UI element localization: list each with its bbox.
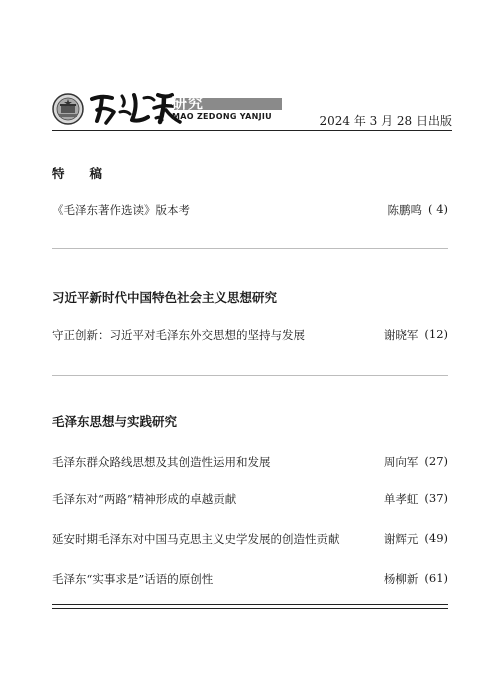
logo-yanjiu-text: 研究	[172, 94, 205, 112]
entry-title: 《毛泽东著作选读》版本考	[52, 203, 190, 217]
section-title-xi-thought: 习近平新时代中国特色社会主义思想研究	[52, 290, 278, 305]
entry-author: 周向军	[383, 455, 419, 469]
entry-page: (12)	[424, 327, 448, 341]
entry-title: 守正创新：习近平对毛泽东外交思想的坚持与发展	[52, 328, 305, 342]
section-divider	[52, 375, 448, 376]
toc-entry[interactable]	[52, 202, 448, 218]
entry-author: 杨柳新	[383, 572, 419, 586]
entry-author: 谢晓军	[383, 328, 419, 342]
footer-rule	[52, 604, 448, 605]
journal-header	[52, 88, 452, 132]
entry-title: 毛泽东对“两路”精神形成的卓越贡献	[52, 492, 237, 506]
journal-english-name: MAO ZEDONG YANJIU	[172, 112, 272, 121]
publication-date: 2024 年 3 月 28 日出版	[319, 114, 452, 128]
entry-title: 毛泽东“实事求是”话语的原创性	[52, 572, 214, 586]
entry-title: 毛泽东群众路线思想及其创造性运用和发展	[52, 455, 271, 469]
entry-title: 延安时期毛泽东对中国马克思主义史学发展的创造性贡献	[52, 532, 340, 546]
toc-entry[interactable]	[52, 454, 448, 470]
section-divider	[52, 248, 448, 249]
entry-page: (37)	[424, 491, 448, 505]
section-title-special: 特 稿	[52, 166, 103, 181]
entry-page: ( 4)	[428, 202, 448, 216]
toc-entry[interactable]	[52, 327, 448, 343]
emblem-icon	[52, 93, 84, 125]
entry-page: (27)	[424, 454, 448, 468]
toc-entry[interactable]	[52, 491, 448, 507]
toc-entry[interactable]	[52, 571, 448, 587]
header-rule	[52, 130, 452, 131]
entry-page: (49)	[424, 531, 448, 545]
footer-rule	[52, 608, 448, 609]
entry-page: (61)	[424, 571, 448, 585]
entry-author: 陈鹏鸣	[387, 203, 423, 217]
section-title-mao-thought: 毛泽东思想与实践研究	[52, 414, 178, 429]
toc-entry[interactable]	[52, 531, 448, 547]
entry-author: 谢辉元	[383, 532, 419, 546]
entry-author: 单孝虹	[383, 492, 419, 506]
